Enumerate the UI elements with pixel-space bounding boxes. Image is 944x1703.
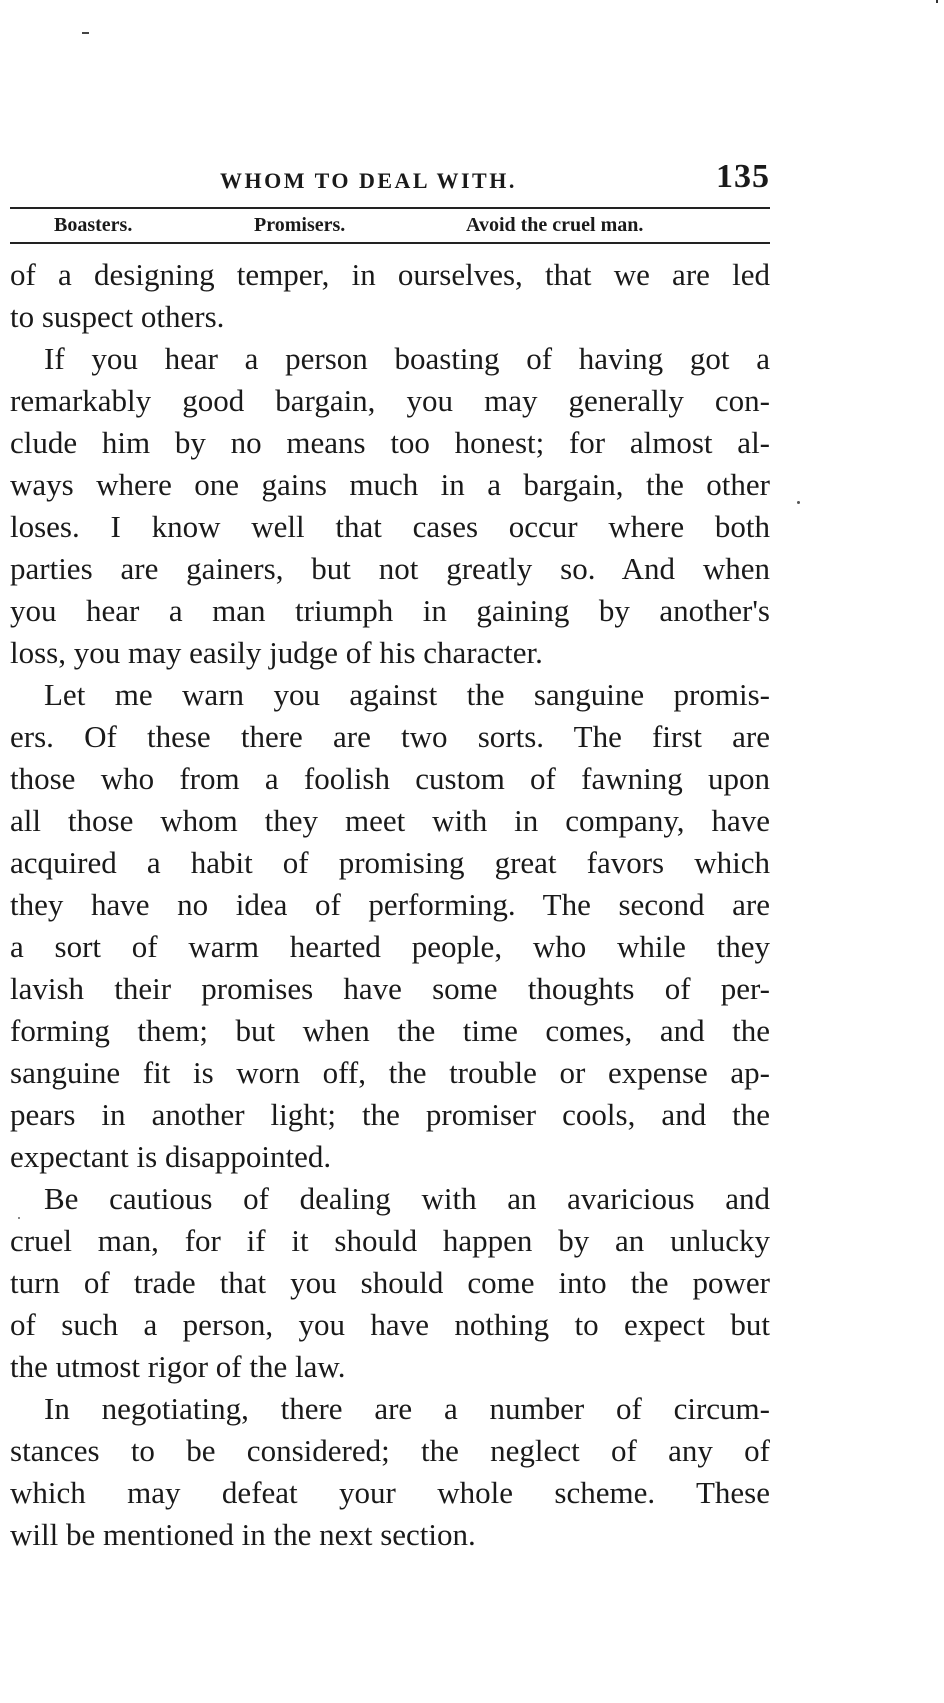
text-line: all those whom they meet with in company, have	[10, 803, 770, 838]
print-speck	[82, 32, 89, 34]
text-line: which may defeat your whole scheme. These	[10, 1475, 770, 1510]
text-line: expectant is disappointed.	[10, 1139, 332, 1174]
topic-heading: Boasters.	[54, 214, 133, 236]
running-head	[10, 152, 770, 200]
text-line: In negotiating, there are a number of circum-	[44, 1391, 770, 1426]
print-speck	[18, 1217, 20, 1219]
text-line: of a designing temper, in ourselves, that we are led	[10, 257, 770, 292]
text-line: Let me warn you against the sanguine promis-	[44, 677, 770, 712]
text-line: to suspect others.	[10, 299, 225, 334]
topic-heading: Promisers.	[254, 214, 346, 236]
text-line: you hear a man triumph in gaining by another's	[10, 593, 770, 628]
page-number: 135	[716, 158, 770, 195]
print-speck	[797, 501, 800, 504]
text-line: loses. I know well that cases occur where both	[10, 509, 770, 544]
body-text	[10, 254, 770, 1556]
text-line: stances to be considered; the neglect of any of	[10, 1433, 770, 1468]
text-line: If you hear a person boasting of having got a	[44, 341, 770, 376]
text-line: Be cautious of dealing with an avaricious and	[44, 1181, 770, 1216]
text-line: will be mentioned in the next section.	[10, 1517, 476, 1552]
text-line: turn of trade that you should come into the power	[10, 1265, 770, 1300]
topic-headings	[10, 212, 770, 240]
text-line: cruel man, for if it should happen by an unlucky	[10, 1223, 770, 1258]
text-line: acquired a habit of promising great favors which	[10, 845, 770, 880]
print-speck	[936, 0, 938, 3]
text-line: they have no idea of performing. The second are	[10, 887, 770, 922]
text-line: clude him by no means too honest; for almost al-	[10, 425, 770, 460]
topic-heading: Avoid the cruel man.	[466, 214, 644, 236]
running-title: WHOM TO DEAL WITH.	[220, 168, 517, 193]
text-line: a sort of warm hearted people, who while they	[10, 929, 770, 964]
text-line: those who from a foolish custom of fawning upon	[10, 761, 770, 796]
text-line: parties are gainers, but not greatly so. And when	[10, 551, 770, 586]
text-line: sanguine fit is worn off, the trouble or expense ap-	[10, 1055, 770, 1090]
text-line: loss, you may easily judge of his character.	[10, 635, 543, 670]
header-rule-top	[10, 207, 770, 209]
text-line: remarkably good bargain, you may generally con-	[10, 383, 770, 418]
header-rule-bottom	[10, 242, 770, 244]
text-line: of such a person, you have nothing to expect but	[10, 1307, 770, 1342]
text-line: ers. Of these there are two sorts. The first are	[10, 719, 770, 754]
text-line: lavish their promises have some thoughts of per-	[10, 971, 770, 1006]
text-line: forming them; but when the time comes, and the	[10, 1013, 770, 1048]
text-line: pears in another light; the promiser cools, and the	[10, 1097, 770, 1132]
text-line: ways where one gains much in a bargain, the other	[10, 467, 770, 502]
text-line: the utmost rigor of the law.	[10, 1349, 346, 1384]
